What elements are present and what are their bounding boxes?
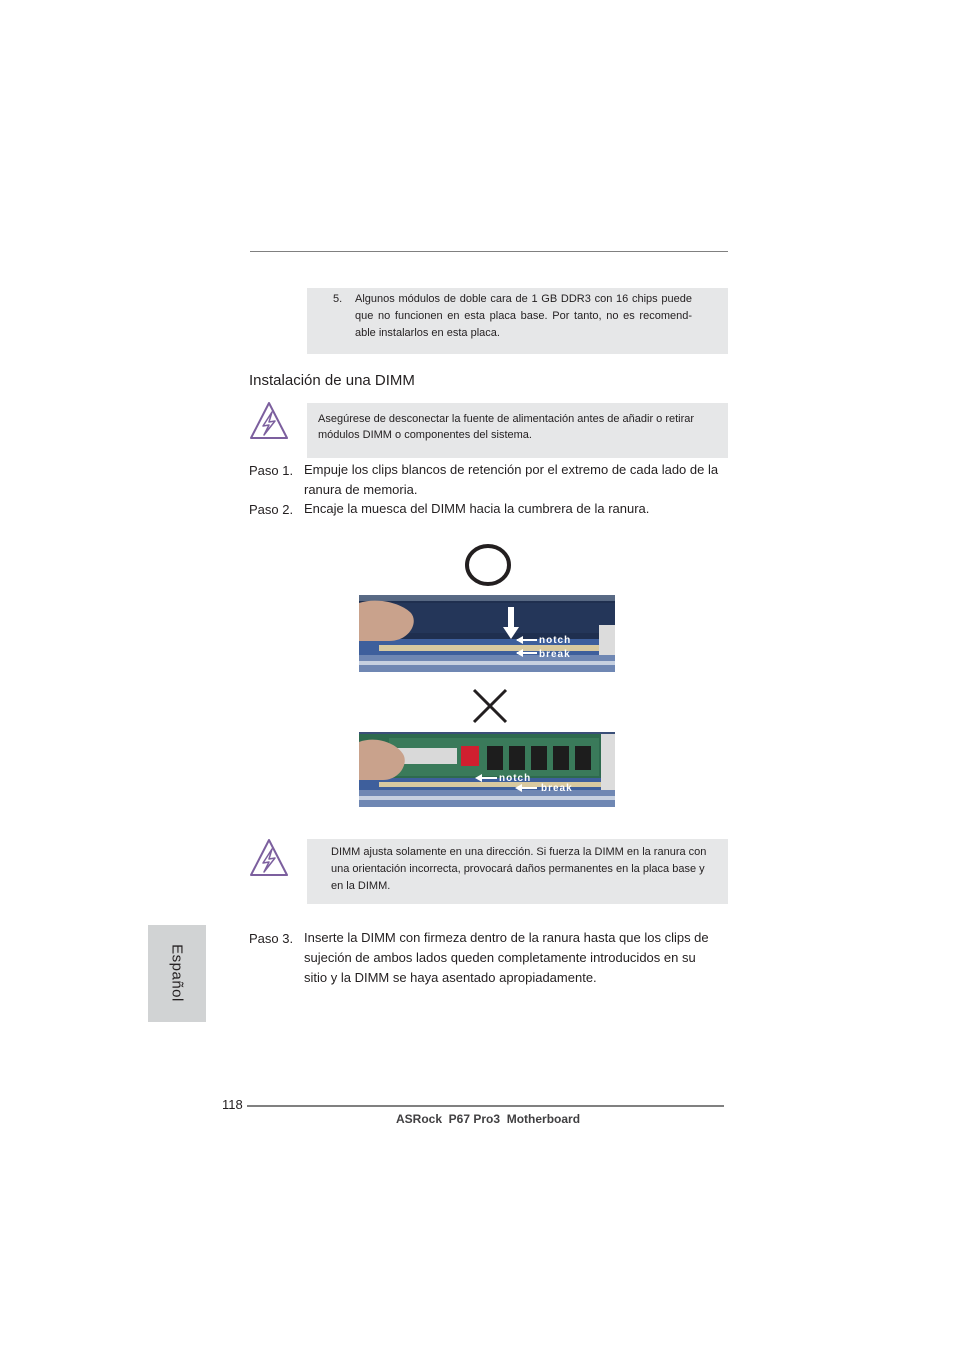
warning-lightning-icon (249, 401, 289, 441)
step-1-label: Paso 1. (249, 463, 294, 478)
page-number: 118 (222, 1097, 243, 1112)
note-number: 5. (333, 293, 343, 305)
break-label-correct: break (539, 649, 571, 660)
dimm-wrong-photo (359, 732, 615, 807)
disconnect-warning-text: Asegúrese de desconectar la fuente de alimentación antes de añadir o retirar módulos DIMM o componentes del sistema. (318, 413, 695, 441)
orientation-warning-text: DIMM ajusta solamente en una dirección. Si fuerza la DIMM en la ranura con una orientación incorrecta, provocará daños permanentes en la placa base y en la DIMM. (331, 846, 707, 892)
header-rule (250, 251, 728, 252)
break-label-wrong: break (541, 783, 573, 794)
step-3-text: Inserte la DIMM con firmeza dentro de la ranura hasta que los clips de sujeción de ambos lados queden completamente introducidos en su sitio y la DIMM se haya asentado apropiadamente. (304, 930, 709, 985)
footer-rule (247, 1105, 724, 1107)
footer-product: ASRock P67 Pro3 Motherboard (396, 1112, 581, 1126)
notch-label-correct: notch (539, 635, 572, 646)
language-side-tab (148, 925, 206, 1022)
language-label: Español (168, 944, 186, 1002)
dimm-correct-photo (359, 595, 615, 672)
section-heading: Instalación de una DIMM (249, 372, 415, 389)
correct-circle-icon (464, 543, 512, 587)
step-2-label: Paso 2. (249, 502, 294, 517)
wrong-cross-icon (472, 688, 508, 724)
note-text: Algunos módulos de doble cara de 1 GB DDR3 con 16 chips puede que no funcionen en esta placa base. Por tanto, no es recomend-able instalarlos en esta placa. (355, 293, 692, 339)
notch-label-wrong: notch (499, 773, 532, 784)
step-2-text: Encaje la muesca del DIMM hacia la cumbrera de la ranura. (304, 501, 650, 516)
step-3-label: Paso 3. (249, 931, 294, 946)
warning-lightning-icon (249, 838, 289, 878)
memory-note-box (307, 288, 728, 354)
step-1-text: Empuje los clips blancos de retención por el extremo de cada lado de la ranura de memoria. (304, 462, 719, 497)
disconnect-warning-box (307, 403, 728, 458)
orientation-warning-box (307, 839, 728, 904)
